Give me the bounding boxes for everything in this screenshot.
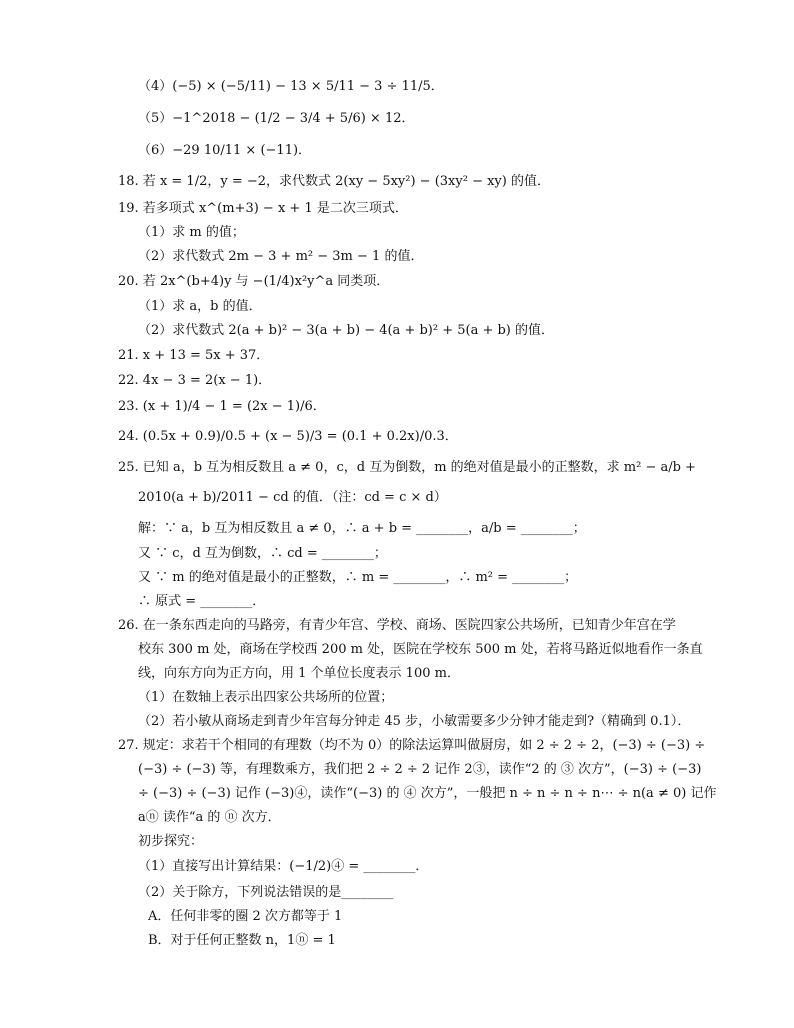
solution-line-1: 解：∵ a，b 互为相反数且 a ≠ 0，∴ a + b = ________，a/b = ________；	[138, 521, 586, 536]
problem-24: 24. (0.5x + 0.9)/0.5 + (x − 5)/3 = (0.1 + 0.2x)/0.3．	[118, 429, 458, 444]
problem-20-2: （2）求代数式 2(a + b)² − 3(a + b) − 4(a + b)² + 5(a + b) 的值．	[138, 323, 555, 338]
option-a: A．任何非零的圈 2 次方都等于 1	[148, 909, 343, 924]
problem-19-1: （1）求 m 的值；	[138, 225, 245, 240]
problem-22: 22. 4x − 3 = 2(x − 1)．	[118, 373, 272, 388]
problem-27: 27. 规定：求若干个相同的有理数（均不为 0）的除法运算叫做厨房，如 2 ÷ 2 ÷ 2，(−3) ÷ (−3) ÷	[118, 738, 706, 753]
problem-25-cont: 2010(a + b)/2011 − cd 的值．（注：cd = c × d）	[138, 490, 447, 505]
problem-25: 25. 已知 a，b 互为相反数且 a ≠ 0，c，d 互为倒数，m 的绝对值是最小的正整数，求 m² − a/b +	[118, 460, 696, 475]
problem-19-2: （2）求代数式 2m − 3 + m² − 3m − 1 的值．	[138, 249, 424, 264]
problem-26-1: （1）在数轴上表示出四家公共场所的位置；	[138, 690, 394, 705]
problem-23: 23. (x + 1)/4 − 1 = (2x − 1)/6．	[118, 399, 326, 414]
solution-line-2: 又 ∵ c，d 互为倒数，∴ cd = ________；	[138, 546, 387, 561]
preliminary-heading: 初步探究：	[138, 834, 204, 849]
problem-20-1: （1）求 a，b 的值．	[138, 299, 262, 314]
solution-line-4: ∴ 原式 = ________．	[138, 594, 266, 609]
solution-line-3: 又 ∵ m 的绝对值是最小的正整数，∴ m = ________，∴ m² = ________；	[138, 570, 578, 585]
problem-19: 19. 若多项式 x^(m+3) − x + 1 是二次三项式．	[118, 201, 408, 216]
problem-20: 20. 若 2x^(b+4)y 与 −(1/4)x²y^a 同类项．	[118, 274, 390, 289]
problem-26: 26. 在一条东西走向的马路旁，有青少年宫、学校、商场、医院四家公共场所，已知青少年宫在学	[118, 618, 676, 633]
problem-27-cont2: ÷ (−3) ÷ (−3) 记作 (−3)④，读作“(−3) 的 ④ 次方”，一般把 n ÷ n ÷ n ÷ n⋯ ÷ n(a ≠ 0) 记作	[138, 786, 717, 801]
problem-21: 21. x + 13 = 5x + 37．	[118, 348, 270, 363]
problem-17-4: （4）(−5) × (−5/11) − 13 × 5/11 − 3 ÷ 11/5．	[138, 79, 444, 94]
problem-27-2: （2）关于除方，下列说法错误的是________	[138, 885, 394, 900]
problem-26-cont1: 校东 300 m 处，商场在学校西 200 m 处，医院在学校东 500 m 处，若将马路近似地看作一条直	[138, 642, 703, 657]
problem-27-cont3: aⓝ 读作“a 的 ⓝ 次方．	[138, 810, 281, 825]
problem-26-cont2: 线，向东方向为正方向，用 1 个单位长度表示 100 m．	[138, 666, 460, 681]
problem-27-1: （1）直接写出计算结果：(−1/2)④ = ________．	[138, 859, 429, 874]
problem-17-6: （6）−29 10/11 × (−11)．	[138, 143, 312, 158]
problem-17-5: （5）−1^2018 − (1/2 − 3/4 + 5/6) × 12．	[138, 111, 415, 126]
problem-26-2: （2）若小敏从商场走到青少年宫每分钟走 45 步，小敏需要多少分钟才能走到?（精确到 0.1）．	[138, 714, 691, 729]
option-b: B．对于任何正整数 n，1ⓝ = 1	[148, 933, 336, 948]
problem-27-cont1: (−3) ÷ (−3) 等，有理数乘方，我们把 2 ÷ 2 ÷ 2 记作 2③，读作“2 的 ③ 次方”，(−3) ÷ (−3)	[138, 762, 702, 777]
problem-18: 18. 若 x = 1/2，y = −2，求代数式 2(xy − 5xy²) − (3xy² − xy) 的值．	[118, 174, 550, 189]
